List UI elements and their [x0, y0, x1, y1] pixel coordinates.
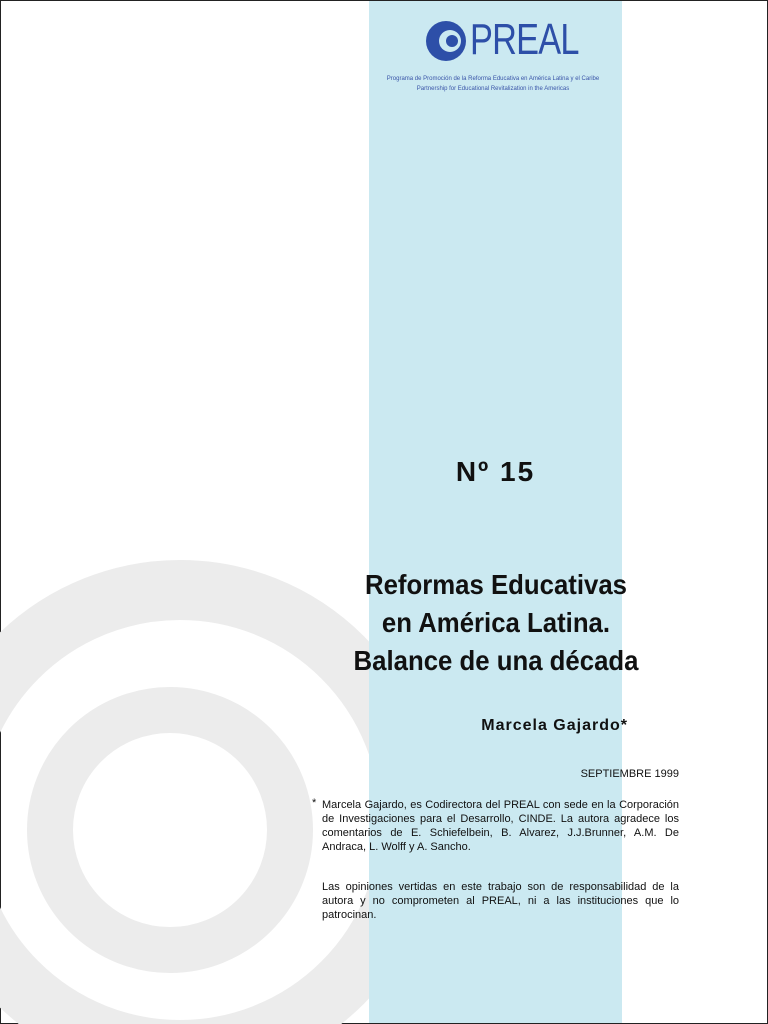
publication-date: SEPTIEMBRE 1999 [580, 768, 679, 780]
title-line: en América Latina. [381, 607, 611, 638]
disclaimer: Las opiniones vertidas en este trabajo son de responsabilidad de la autora y no comprometen al PREAL, ni a las instituciones que lo patrocinan. [322, 881, 679, 921]
issue-number: Nº 15 [455, 456, 536, 487]
blue-band [369, 1, 622, 1023]
title-line: Reformas Educativas [364, 569, 627, 600]
author-footnote: Marcela Gajardo, es Codirectora del PREAL con sede en la Corporación de Investigaciones para el Desarrollo, CINDE. La autora agradece los comentarios de E. Schiefelbein, B. Alvarez, J.J.Brunner, A.M. De Andraca, L. Wolff y A. Sancho. [322, 799, 679, 853]
tagline-es: Programa de Promoción de la Reforma Educativa en América Latina y el Caribe [386, 76, 600, 82]
title-line: Balance de una década [353, 645, 639, 676]
document-title [316, 566, 677, 680]
tagline-en: Partnership for Educational Revitalization in the Americas [416, 86, 570, 92]
logo-wordmark: PREAL [470, 15, 579, 64]
footnote-mark: * [312, 797, 317, 809]
author-name: Marcela Gajardo* [481, 717, 628, 734]
logo-tagline [340, 74, 646, 94]
